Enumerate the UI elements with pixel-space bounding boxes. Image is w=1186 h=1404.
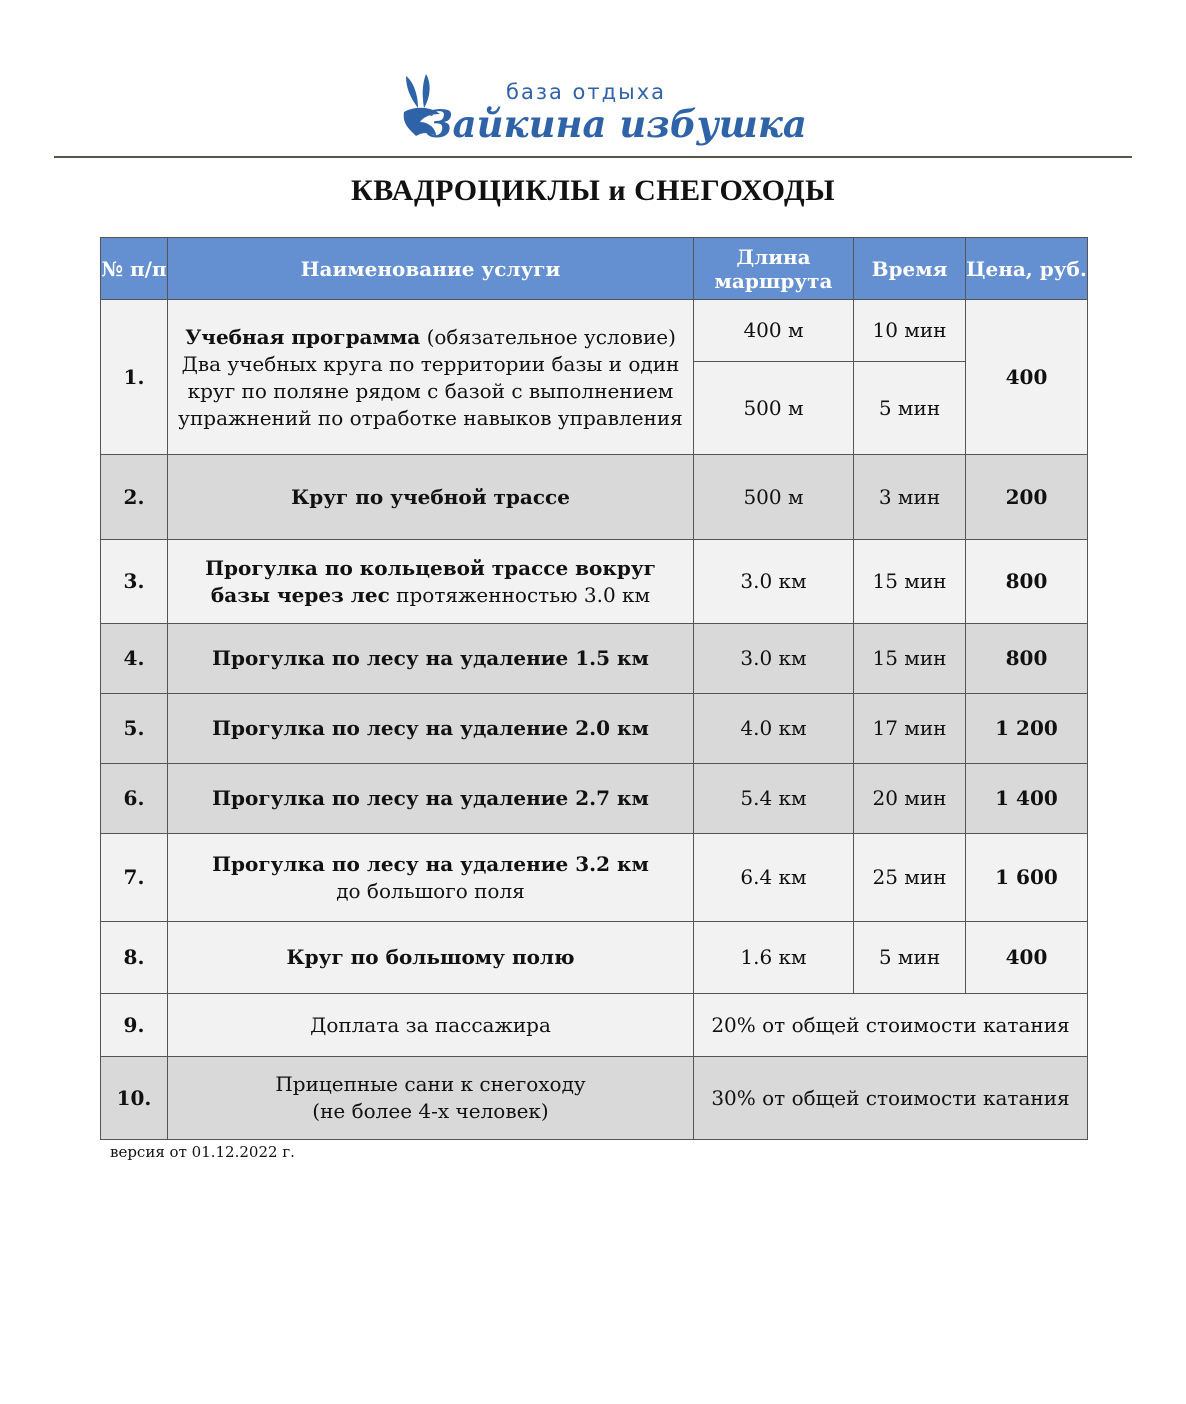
- duration: 25 мин: [854, 834, 966, 922]
- service-description: (не более 4-х человек): [312, 1099, 549, 1123]
- service-name: Прогулка по лесу на удаление 1.5 км: [168, 624, 694, 694]
- row-number: 8.: [101, 922, 168, 994]
- route-length: 4.0 км: [694, 694, 854, 764]
- price: 1 400: [966, 764, 1088, 834]
- column-header-length: Длина маршрута: [694, 238, 854, 300]
- column-header-number: № п/п: [101, 238, 168, 300]
- row-number: 7.: [101, 834, 168, 922]
- table-row: [101, 455, 1088, 540]
- service-note: протяженностью 3.0 км: [389, 582, 651, 607]
- duration: 15 мин: [854, 540, 966, 624]
- service-name: Прогулка по лесу на удаление 2.0 км: [168, 694, 694, 764]
- table-row: [101, 922, 1088, 994]
- duration: 3 мин: [854, 455, 966, 540]
- price: 800: [966, 624, 1088, 694]
- service-note: (обязательное условие): [420, 325, 676, 349]
- price: 400: [966, 922, 1088, 994]
- route-length: 500 м: [694, 455, 854, 540]
- route-length: 6.4 км: [694, 834, 854, 922]
- price-table: [100, 237, 1088, 1140]
- service-description: Два учебных круга по территории базы и один круг по поляне рядом с базой с выполнением упражнений по отработке навыков управления: [178, 352, 683, 430]
- price: 400: [966, 300, 1088, 455]
- route-length: 500 м: [694, 362, 854, 455]
- row-number: 2.: [101, 455, 168, 540]
- service-name-cell: [168, 1057, 694, 1140]
- route-length: 1.6 км: [694, 922, 854, 994]
- service-name: Круг по большому полю: [168, 922, 694, 994]
- row-number: 4.: [101, 624, 168, 694]
- duration: 20 мин: [854, 764, 966, 834]
- table-row: [101, 834, 1088, 922]
- logo-subtitle: база отдыха: [506, 80, 667, 104]
- duration: 17 мин: [854, 694, 966, 764]
- surcharge-note: 20% от общей стоимости катания: [694, 994, 1088, 1057]
- route-length: 3.0 км: [694, 624, 854, 694]
- service-name: Прогулка по лесу на удаление 2.7 км: [168, 764, 694, 834]
- logo-title: Зайкина избушка: [426, 102, 807, 146]
- table-row: [101, 994, 1088, 1057]
- column-header-price: Цена, руб.: [966, 238, 1088, 300]
- service-name: Доплата за пассажира: [168, 994, 694, 1057]
- table-row: [101, 694, 1088, 764]
- price: 1 600: [966, 834, 1088, 922]
- duration: 5 мин: [854, 362, 966, 455]
- service-name: Круг по учебной трассе: [168, 455, 694, 540]
- route-length: 3.0 км: [694, 540, 854, 624]
- service-name-cell: [168, 540, 694, 624]
- table-row: [101, 764, 1088, 834]
- table-row: [101, 1057, 1088, 1140]
- row-number: 5.: [101, 694, 168, 764]
- service-name: Учебная программа: [185, 325, 421, 349]
- service-name-cell: [168, 300, 694, 455]
- price: 800: [966, 540, 1088, 624]
- row-number: 10.: [101, 1057, 168, 1140]
- table-row: [101, 300, 1088, 362]
- route-length: 5.4 км: [694, 764, 854, 834]
- column-header-time: Время: [854, 238, 966, 300]
- row-number: 1.: [101, 300, 168, 455]
- row-number: 9.: [101, 994, 168, 1057]
- page-title: КВАДРОЦИКЛЫ и СНЕГОХОДЫ: [350, 174, 836, 207]
- service-name-cell: [168, 834, 694, 922]
- column-header-service: Наименование услуги: [168, 238, 694, 300]
- table-row: [101, 624, 1088, 694]
- service-name: Прицепные сани к снегоходу: [275, 1072, 586, 1096]
- surcharge-note: 30% от общей стоимости катания: [694, 1057, 1088, 1140]
- service-description: до большого поля: [336, 878, 525, 903]
- row-number: 6.: [101, 764, 168, 834]
- service-name: Прогулка по кольцевой трассе вокруг базы через лес: [205, 555, 656, 607]
- price: 1 200: [966, 694, 1088, 764]
- service-name: Прогулка по лесу на удаление 3.2 км: [212, 851, 649, 876]
- duration: 5 мин: [854, 922, 966, 994]
- price: 200: [966, 455, 1088, 540]
- version-note: версия от 01.12.2022 г.: [110, 1143, 295, 1161]
- duration: 15 мин: [854, 624, 966, 694]
- table-header-row: [101, 238, 1088, 300]
- table-row: [101, 540, 1088, 624]
- row-number: 3.: [101, 540, 168, 624]
- logo: [396, 72, 807, 152]
- duration: 10 мин: [854, 300, 966, 362]
- route-length: 400 м: [694, 300, 854, 362]
- header-divider: [54, 156, 1132, 158]
